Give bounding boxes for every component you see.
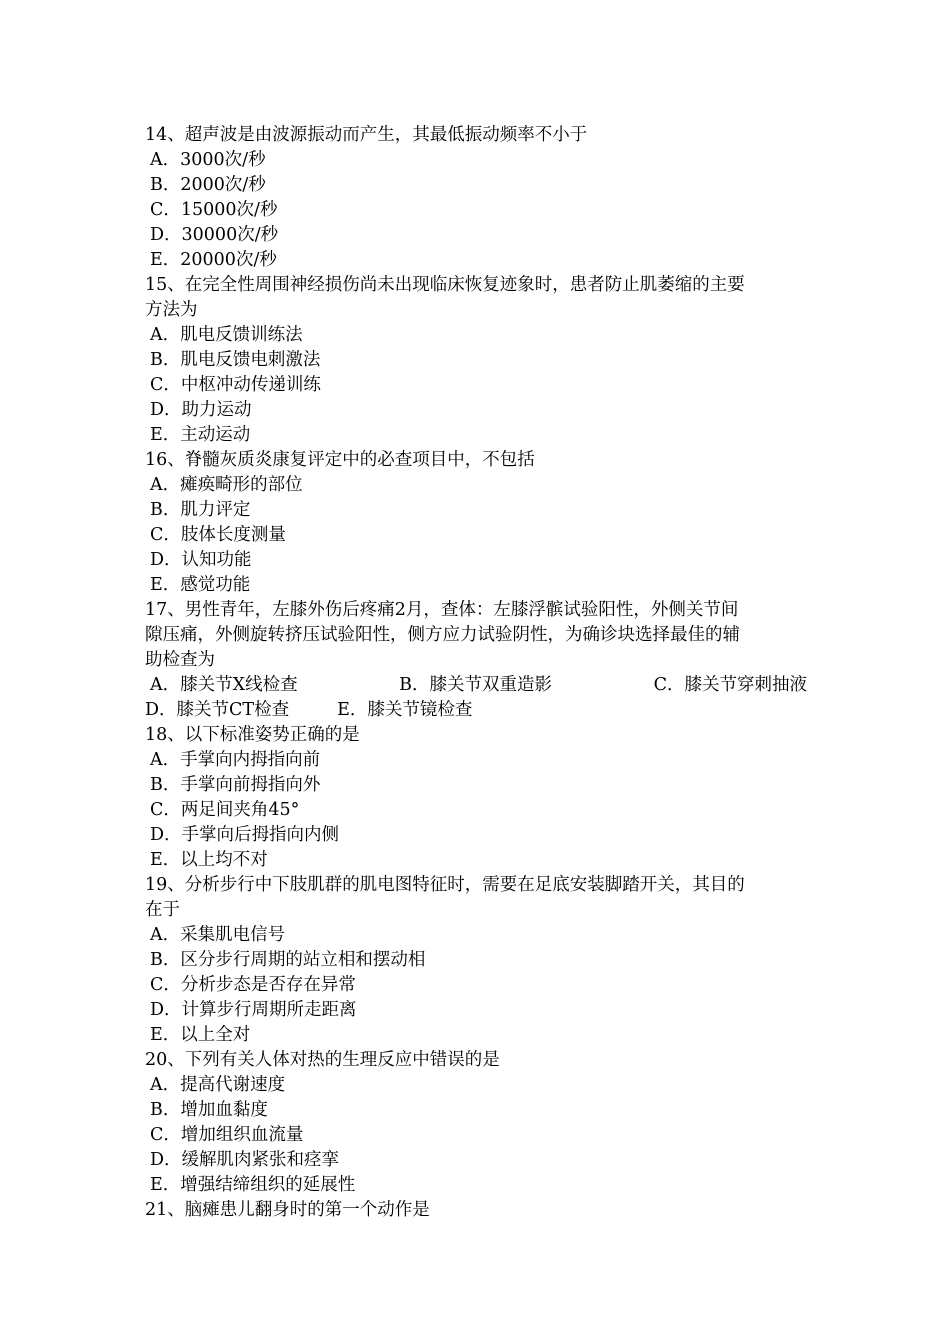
option-e: E．以上均不对 <box>150 850 268 870</box>
option-b: B．肌力评定 <box>150 500 251 520</box>
option-b: B．区分步行周期的站立相和摆动相 <box>150 950 426 970</box>
option-e: E．膝关节镜检查 <box>337 700 473 720</box>
question-stem: 18、以下标准姿势正确的是 <box>145 725 360 745</box>
question-stem: 21、脑瘫患儿翻身时的第一个动作是 <box>145 1200 430 1220</box>
option-c: C．膝关节穿刺抽液 <box>653 675 807 695</box>
question-stem: 20、下列有关人体对热的生理反应中错误的是 <box>145 1050 500 1070</box>
option-d: D．缓解肌肉紧张和痉挛 <box>150 1150 340 1170</box>
option-a: A．3000次/秒 <box>150 150 266 170</box>
option-e: E．感觉功能 <box>150 575 251 595</box>
question-stem: 17、男性青年，左膝外伤后疼痛2月，查体：左膝浮髌试验阳性，外侧关节间 <box>145 600 739 620</box>
question-stem: 16、脊髓灰质炎康复评定中的必查项目中，不包括 <box>145 450 535 470</box>
option-d: D．手掌向后拇指向内侧 <box>150 825 340 845</box>
question-stem-continued: 隙压痛，外侧旋转挤压试验阳性，侧方应力试验阴性，为确诊块选择最佳的辅 <box>145 625 740 645</box>
option-a: A．手掌向内拇指向前 <box>150 750 321 770</box>
option-e: E．以上全对 <box>150 1025 251 1045</box>
option-c: C．中枢冲动传递训练 <box>150 375 321 395</box>
option-c: C．两足间夹角45° <box>150 800 300 820</box>
question-stem: 14、超声波是由波源振动而产生，其最低振动频率不小于 <box>145 125 588 145</box>
option-d: D．计算步行周期所走距离 <box>150 1000 357 1020</box>
document-page <box>145 123 807 1223</box>
option-c: C．肢体长度测量 <box>150 525 286 545</box>
option-b: B．手掌向前拇指向外 <box>150 775 321 795</box>
options-row <box>145 673 807 698</box>
option-e: E．20000次/秒 <box>150 250 277 270</box>
option-d: D．助力运动 <box>150 400 252 420</box>
option-d: D．30000次/秒 <box>150 225 279 245</box>
option-a: A．瘫痪畸形的部位 <box>150 475 303 495</box>
option-e: E．增强结缔组织的延展性 <box>150 1175 356 1195</box>
question-stem-continued: 方法为 <box>145 300 198 320</box>
option-a: A．采集肌电信号 <box>150 925 286 945</box>
question-stem-continued: 在于 <box>145 900 180 920</box>
question-stem: 15、在完全性周围神经损伤尚未出现临床恢复迹象时，患者防止肌萎缩的主要 <box>145 275 745 295</box>
option-e: E．主动运动 <box>150 425 251 445</box>
option-c: C．增加组织血流量 <box>150 1125 304 1145</box>
option-c: C．分析步态是否存在异常 <box>150 975 356 995</box>
option-a: A．膝关节X线检查 <box>150 675 298 695</box>
option-d: D．认知功能 <box>150 550 252 570</box>
option-b: B．增加血黏度 <box>150 1100 268 1120</box>
question-stem-continued: 助检查为 <box>145 650 215 670</box>
option-c: C．15000次/秒 <box>150 200 278 220</box>
option-b: B．膝关节双重造影 <box>399 675 553 695</box>
option-b: B．肌电反馈电刺激法 <box>150 350 321 370</box>
options-row <box>145 698 807 723</box>
option-a: A．提高代谢速度 <box>150 1075 286 1095</box>
option-b: B．2000次/秒 <box>150 175 266 195</box>
option-d: D．膝关节CT检查 <box>145 700 290 720</box>
option-a: A．肌电反馈训练法 <box>150 325 303 345</box>
question-stem: 19、分析步行中下肢肌群的肌电图特征时，需要在足底安装脚踏开关，其目的 <box>145 875 745 895</box>
